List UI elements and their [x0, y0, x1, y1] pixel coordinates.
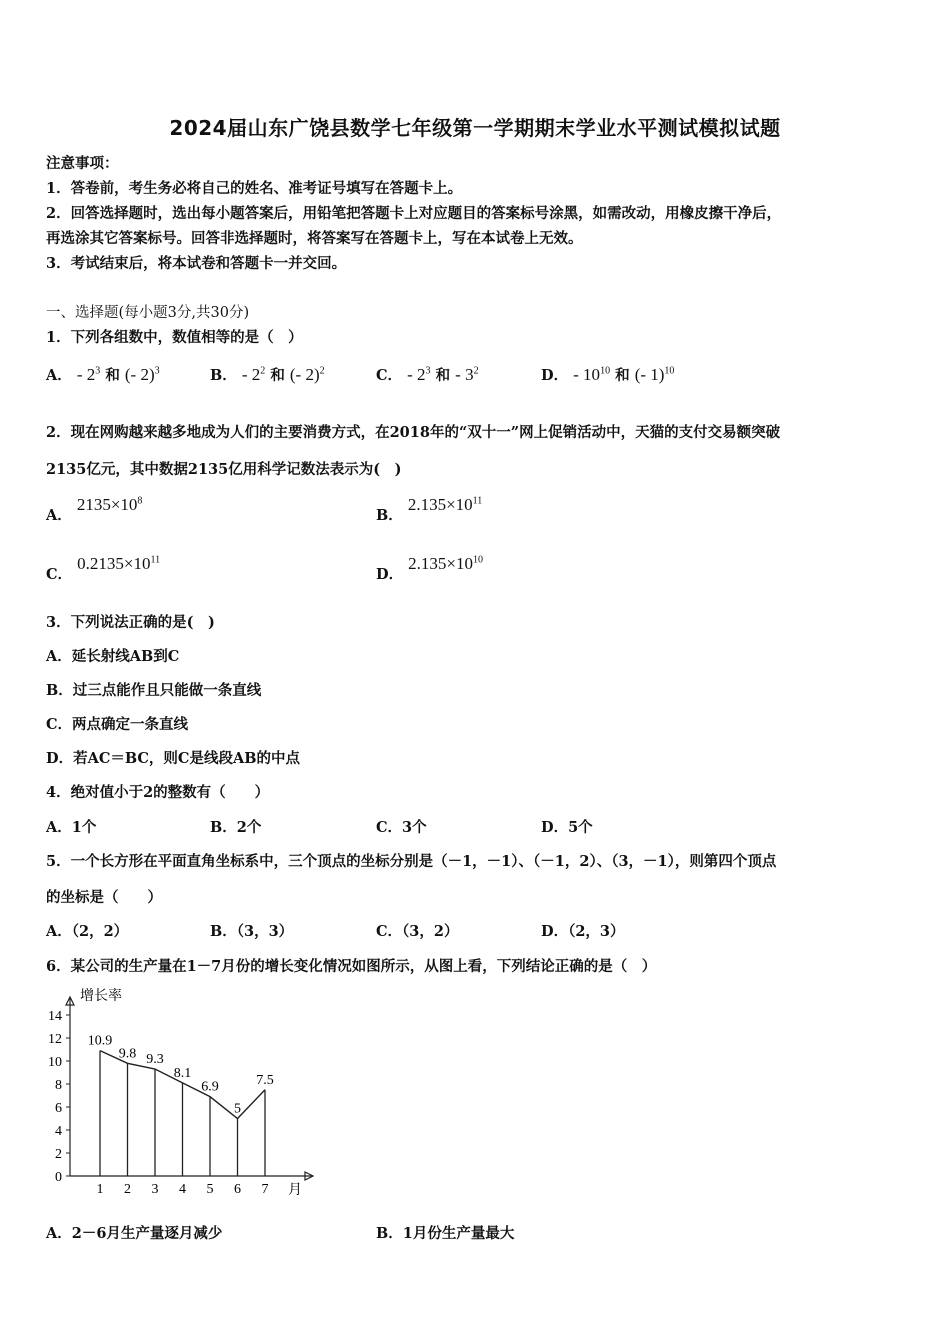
q1-option-b: B． - $2^2$ 和 (- 2)$^2$: [210, 365, 325, 384]
q4-option-a: A．1个: [46, 819, 97, 836]
notice-item: 再选涂其它答案标号。回答非选择题时，将答案写在答题卡上，写在本试卷上无效。: [46, 230, 583, 247]
q2-option-c: C． $0.2135\times 10^{11}$: [46, 554, 161, 583]
question-2-stem: 2135亿元，其中数据2135亿用科学记数法表示为( ): [46, 461, 402, 478]
growth-rate-chart: [30, 980, 330, 1205]
x-axis-label: 月: [288, 1183, 302, 1198]
q1-option-c: C． - $2^3$ 和 - $3^2$: [376, 365, 479, 384]
q2-option-a: A． $2135\times 10^8$: [46, 495, 143, 524]
section-heading: 一、选择题(每小题3分,共30分): [46, 305, 250, 321]
notice-item: 1．答卷前，考生务必将自己的姓名、准考证号填写在答题卡上。: [46, 180, 463, 197]
y-tick-label: 0: [55, 1170, 62, 1185]
q4-option-d: D．5个: [541, 819, 593, 836]
question-2-stem: 2．现在网购越来越多地成为人们的主要消费方式，在2018年的“双十一”网上促销活动中，天猫的支付交易额突破: [46, 424, 781, 441]
q4-option-b: B．2个: [210, 819, 262, 836]
y-tick-label: 12: [48, 1032, 62, 1047]
data-label: 5: [234, 1101, 241, 1117]
x-tick-label: 3: [151, 1182, 159, 1197]
x-tick-label: 4: [179, 1182, 186, 1197]
notice-item: 3．考试结束后，将本试卷和答题卡一并交回。: [46, 255, 347, 272]
y-tick-label: 6: [55, 1101, 62, 1116]
q3-option-b: B．过三点能作且只能做一条直线: [46, 682, 262, 699]
question-5-stem: 的坐标是（ ）: [46, 889, 162, 906]
x-tick-label: 1: [96, 1182, 104, 1197]
data-label: 9.8: [118, 1046, 137, 1062]
y-tick-label: 4: [55, 1124, 62, 1139]
q4-option-c: C．3个: [376, 819, 427, 836]
q3-option-a: A．延长射线AB到C: [46, 648, 180, 665]
x-tick-label: 6: [234, 1182, 241, 1197]
q5-option-a: A．（2，2）: [46, 923, 129, 940]
data-label: 10.9: [87, 1033, 113, 1049]
q6-option-a: A．2－6月生产量逐月减少: [46, 1225, 223, 1242]
x-tick-label: 2: [124, 1182, 131, 1197]
question-5-stem: 5．一个长方形在平面直角坐标系中，三个顶点的坐标分别是（－1，－1）、（－1，2）、（3，－1），则第四个顶点: [46, 853, 777, 870]
data-label: 6.9: [201, 1079, 219, 1095]
question-4-stem: 4．绝对值小于2的整数有（ ）: [46, 784, 270, 801]
question-6-stem: 6．某公司的生产量在1－7月份的增长变化情况如图所示，从图上看，下列结论正确的是（ ）: [46, 958, 657, 975]
data-label: 9.3: [146, 1052, 164, 1068]
data-label: 7.5: [256, 1072, 274, 1088]
q5-option-b: B．（3，3）: [210, 923, 294, 940]
q5-option-d: D．（2，3）: [541, 923, 625, 940]
q5-option-c: C．（3，2）: [376, 923, 459, 940]
y-tick-label: 10: [48, 1055, 62, 1070]
x-tick-label: 7: [261, 1182, 269, 1197]
question-3-stem: 3．下列说法正确的是( ): [46, 614, 215, 631]
q1-option-d: D． - $10^{10}$ 和 (- 1)$^{10}$: [541, 365, 675, 384]
y-tick-label: 8: [55, 1078, 62, 1093]
q2-option-b: B． $2.135\times 10^{11}$: [376, 495, 483, 524]
y-axis-label: 增长率: [80, 989, 122, 1004]
notice-heading: 注意事项：: [46, 155, 119, 172]
y-tick-label: 14: [48, 1009, 62, 1024]
q6-option-b: B．1月份生产量最大: [376, 1225, 515, 1242]
y-tick-label: 2: [55, 1147, 62, 1162]
q1-option-a: A． - $2^3$ 和 (- 2)$^3$: [46, 365, 160, 384]
notice-item: 2．回答选择题时，选出每小题答案后，用铅笔把答题卡上对应题目的答案标号涂黑，如需改动，用橡皮擦干净后，: [46, 205, 782, 222]
x-tick-label: 5: [206, 1182, 214, 1197]
page-title: 2024届山东广饶县数学七年级第一学期期末学业水平测试模拟试题: [169, 116, 781, 140]
q2-option-d: D． $2.135\times 10^{10}$: [376, 554, 483, 583]
data-label: 8.1: [173, 1065, 192, 1081]
q3-option-d: D．若AC＝BC，则C是线段AB的中点: [46, 750, 300, 767]
question-1-stem: 1．下列各组数中，数值相等的是（ ）: [46, 329, 303, 346]
q3-option-c: C．两点确定一条直线: [46, 716, 189, 733]
